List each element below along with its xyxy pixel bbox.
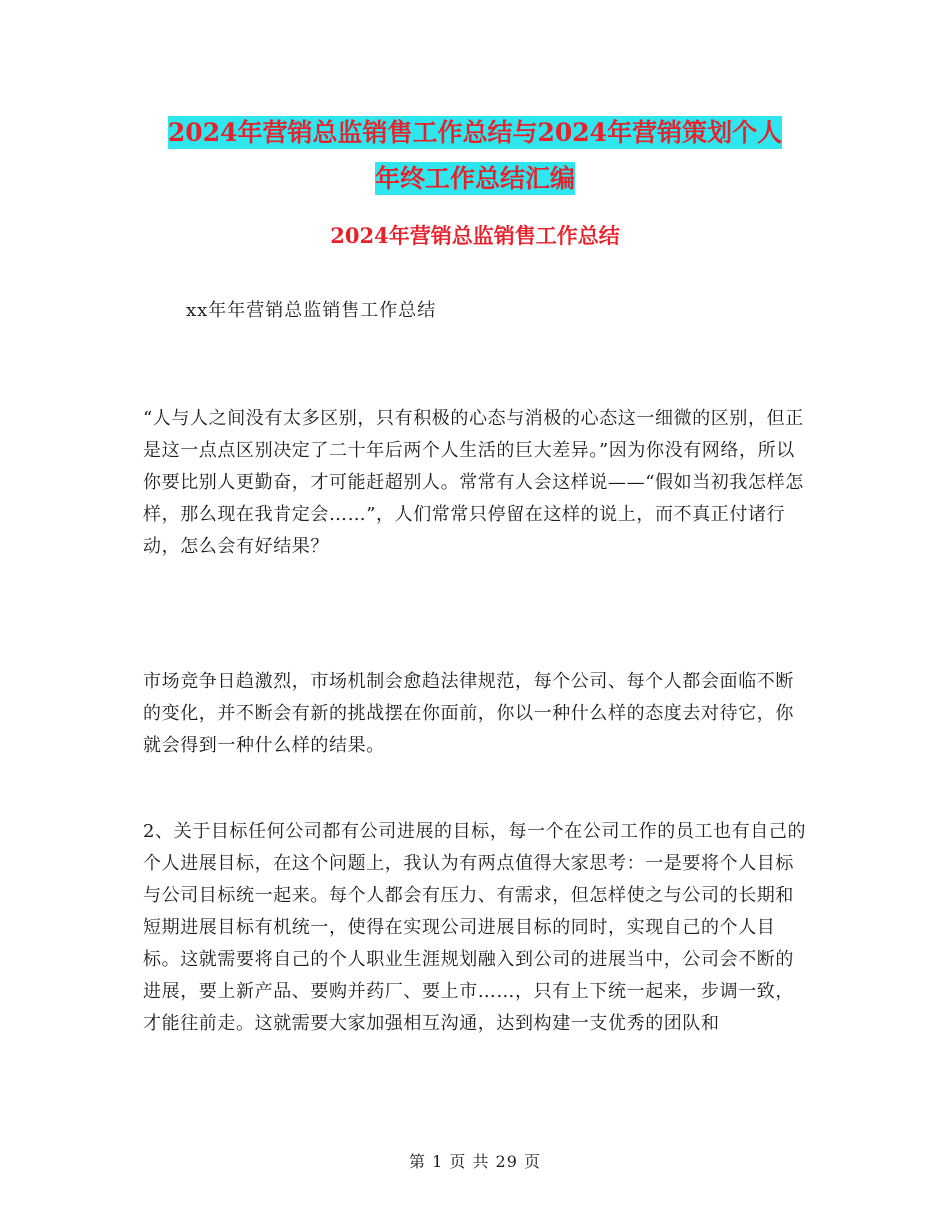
paragraph-3: 2、关于目标任何公司都有公司进展的目标，每一个在公司工作的员工也有自己的个人进展目标，在这个问题上，我认为有两点值得大家思考：一是要将个人目标与公司目标统一起来。每个人都会有压力、有需求，但怎样使之与公司的长期和短期进展目标有机统一，使得在实现公司进展目标的同时，实现自己的个人目标。这就需要将自己的个人职业生涯规划融入到公司的进展当中，公司会不断的进展，要上新产品、要购并药厂、要上市……，只有上下统一起来，步调一致，才能往前走。这就需要大家加强相互沟通，达到构建一支优秀的团队和: [143, 821, 807, 1034]
page-footer: 第 1 页 共 29 页: [409, 1152, 541, 1171]
paragraph-1: “人与人之间没有太多区别，只有积极的心态与消极的心态这一细微的区别，但正是这一点点区别决定了二十年后两个人生活的巨大差异。”因为你没有网络，所以你要比别人更勤奋，才可能赶超别人。常常有人会这样说——“假如当初我怎样怎样，那么现在我肯定会……”，人们常常只停留在这样的说上，而不真正付诸行动，怎么会有好结果？: [143, 408, 804, 557]
section-title: 2024年营销总监销售工作总结: [330, 223, 620, 248]
paragraph-2: 市场竞争日趋激烈，市场机制会愈趋法律规范，每个公司、每个人都会面临不断的变化，并不断会有新的挑战摆在你面前，你以一种什么样的态度去对待它，你就会得到一种什么样的结果。: [143, 671, 794, 756]
document-title-line-1: 2024年营销总监销售工作总结与2024年营销策划个人: [167, 118, 783, 147]
intro-line: xx年年营销总监销售工作总结: [186, 300, 437, 321]
document-title-line-2: 年终工作总结汇编: [374, 164, 575, 193]
document-title: [0, 110, 950, 202]
